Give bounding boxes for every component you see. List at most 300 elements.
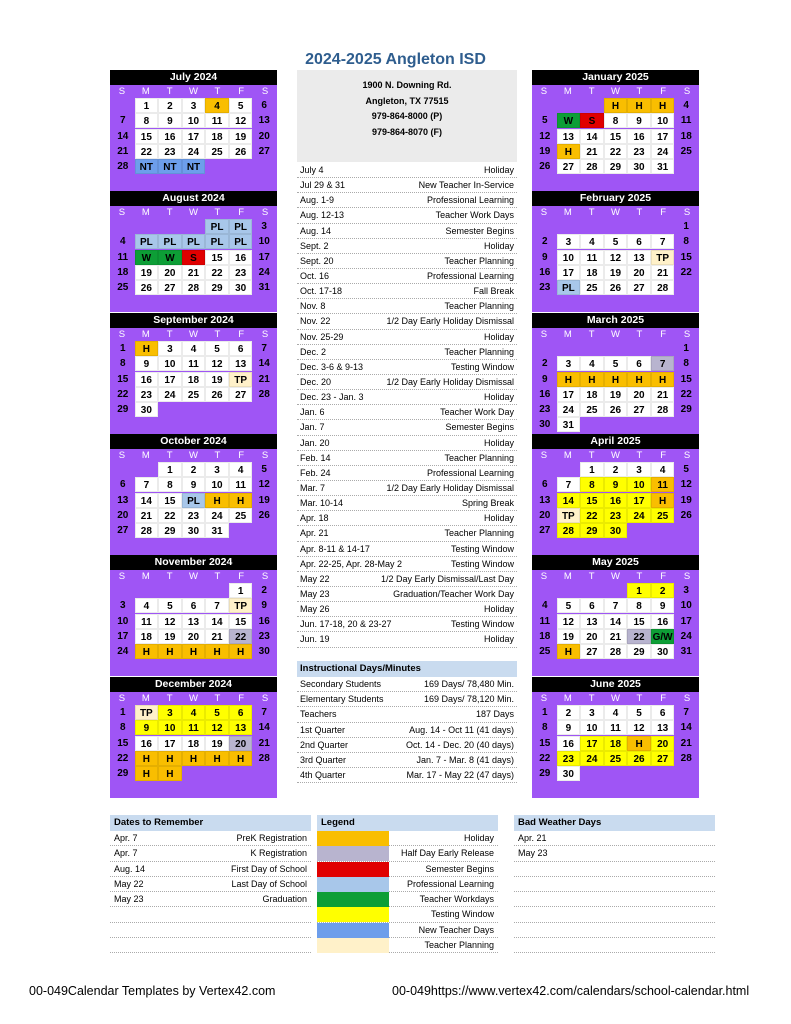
day-cell: 28 bbox=[135, 523, 159, 538]
day-cell: 27 bbox=[557, 159, 581, 174]
week-row bbox=[110, 720, 277, 735]
date-label: K Registration bbox=[250, 848, 307, 859]
day-cell: 20 bbox=[117, 509, 129, 521]
event-date: Nov. 22 bbox=[300, 316, 331, 327]
weekday-label: M bbox=[141, 450, 150, 461]
event-date: Dec. 2 bbox=[300, 346, 327, 357]
day-cell: 4 bbox=[651, 462, 675, 477]
event-date: Sept. 2 bbox=[300, 240, 329, 251]
day-cell: 29 bbox=[205, 280, 229, 295]
weekday-label: T bbox=[588, 693, 595, 704]
weekday-label: T bbox=[166, 693, 173, 704]
weekday-label: T bbox=[636, 693, 643, 704]
day-cell: 18 bbox=[580, 265, 604, 280]
day-cell: 18 bbox=[680, 130, 692, 142]
weekday-label: T bbox=[166, 450, 173, 461]
month-calendar bbox=[110, 191, 277, 312]
day-cell: 6 bbox=[627, 234, 651, 249]
weekday-label: S bbox=[118, 329, 126, 340]
weekday-label: W bbox=[611, 571, 620, 582]
day-cell: 26 bbox=[680, 509, 692, 521]
day-cell: 3 bbox=[158, 341, 182, 356]
day-cell: W bbox=[135, 250, 159, 265]
weekday-label: M bbox=[141, 86, 150, 97]
day-cell: 1 bbox=[229, 583, 253, 598]
day-cell: 3 bbox=[205, 462, 229, 477]
week-row bbox=[532, 583, 699, 598]
day-cell: 7 bbox=[557, 477, 581, 492]
day-cell: TP bbox=[135, 705, 159, 720]
day-cell: 25 bbox=[229, 508, 253, 523]
day-cell bbox=[557, 219, 581, 234]
day-cell: 31 bbox=[205, 523, 229, 538]
event-label: Holiday bbox=[483, 165, 514, 175]
month-title: January 2025 bbox=[532, 70, 699, 85]
date-row bbox=[110, 923, 311, 938]
day-cell: 19 bbox=[229, 129, 253, 144]
day-cell: 21 bbox=[580, 144, 604, 159]
day-cell: 17 bbox=[557, 265, 581, 280]
day-cell bbox=[627, 341, 651, 356]
day-cell: TP bbox=[229, 372, 253, 387]
event-date: Jan. 7 bbox=[300, 422, 325, 433]
day-cell: 19 bbox=[258, 494, 270, 506]
day-cell: 25 bbox=[580, 280, 604, 295]
weekday-label: S bbox=[540, 207, 548, 218]
event-label: Testing Window bbox=[450, 543, 514, 554]
legend-swatch bbox=[317, 923, 389, 938]
event-label: Semester Begins bbox=[445, 225, 514, 236]
day-cell bbox=[604, 341, 628, 356]
weekday-label: T bbox=[636, 571, 643, 582]
day-cell: 15 bbox=[117, 373, 129, 385]
weekday-label: T bbox=[166, 571, 173, 582]
day-cell: 20 bbox=[627, 387, 651, 402]
week-row bbox=[110, 705, 277, 720]
day-cell bbox=[651, 219, 675, 234]
weekday-header bbox=[532, 206, 699, 219]
weekday-label: S bbox=[261, 571, 269, 582]
event-row bbox=[297, 360, 517, 375]
day-cell bbox=[182, 583, 206, 598]
day-cell: 16 bbox=[539, 388, 551, 400]
week-row bbox=[110, 280, 277, 295]
date-row bbox=[110, 862, 311, 877]
day-cell: 13 bbox=[229, 356, 253, 371]
day-cell: 16 bbox=[158, 129, 182, 144]
event-date: Nov. 25-29 bbox=[300, 331, 344, 342]
day-cell: 23 bbox=[539, 404, 551, 416]
day-cell bbox=[674, 417, 698, 432]
day-cell: 17 bbox=[158, 736, 182, 751]
event-row bbox=[297, 557, 517, 572]
day-cell bbox=[627, 523, 651, 538]
day-cell: 29 bbox=[604, 159, 628, 174]
day-cell bbox=[651, 523, 675, 538]
week-row bbox=[110, 751, 277, 766]
week-row bbox=[532, 508, 699, 523]
week-row bbox=[532, 766, 699, 781]
instructional-value: 169 Days/ 78,480 Min. bbox=[423, 679, 514, 689]
day-cell: 3 bbox=[158, 705, 182, 720]
event-label: Holiday bbox=[483, 604, 514, 615]
event-row bbox=[297, 587, 517, 602]
day-cell: 11 bbox=[182, 720, 206, 735]
weekday-label: W bbox=[611, 693, 620, 704]
day-cell: 14 bbox=[680, 722, 692, 734]
weekday-label: M bbox=[563, 571, 572, 582]
weekday-header bbox=[110, 85, 277, 98]
day-cell: TP bbox=[651, 250, 675, 265]
weekday-label: M bbox=[563, 693, 572, 704]
day-cell: 5 bbox=[205, 705, 229, 720]
dates-to-remember bbox=[110, 815, 311, 953]
day-cell: 28 bbox=[680, 752, 692, 764]
week-row bbox=[110, 629, 277, 644]
day-cell: 26 bbox=[205, 387, 229, 402]
legend-label: Testing Window bbox=[430, 909, 494, 920]
event-row bbox=[297, 269, 517, 284]
day-cell: 4 bbox=[135, 598, 159, 613]
week-row bbox=[532, 219, 699, 234]
event-date: Jan. 6 bbox=[300, 407, 325, 418]
day-cell bbox=[557, 98, 581, 113]
weekday-label: T bbox=[214, 571, 221, 582]
day-cell: 22 bbox=[117, 388, 129, 400]
event-row bbox=[297, 390, 517, 405]
day-cell bbox=[252, 523, 276, 538]
day-cell: 10 bbox=[627, 477, 651, 492]
day-cell: 30 bbox=[651, 644, 675, 659]
day-cell: 19 bbox=[135, 265, 159, 280]
weekday-label: W bbox=[611, 329, 620, 340]
week-row bbox=[110, 144, 277, 159]
date-label: PreK Registration bbox=[236, 833, 307, 843]
event-row bbox=[297, 526, 517, 541]
day-cell: 19 bbox=[604, 265, 628, 280]
day-cell: 5 bbox=[627, 705, 651, 720]
day-cell: 12 bbox=[158, 614, 182, 629]
month-title: November 2024 bbox=[110, 555, 277, 570]
day-cell: 26 bbox=[604, 280, 628, 295]
day-cell: 21 bbox=[135, 508, 159, 523]
event-label: Holiday bbox=[483, 437, 514, 448]
day-cell: H bbox=[158, 751, 182, 766]
day-cell: 1 bbox=[580, 462, 604, 477]
day-cell bbox=[135, 462, 159, 477]
day-cell: 7 bbox=[205, 598, 229, 613]
day-cell: 22 bbox=[135, 144, 159, 159]
weekday-label: S bbox=[261, 693, 269, 704]
weekday-label: M bbox=[141, 571, 150, 582]
weekday-label: F bbox=[660, 693, 667, 704]
day-cell: 17 bbox=[182, 129, 206, 144]
day-cell: H bbox=[557, 372, 581, 387]
event-row bbox=[297, 284, 517, 299]
event-label: Teacher Work Days bbox=[435, 210, 514, 221]
day-cell: 15 bbox=[117, 737, 129, 749]
footer-right[interactable]: 00-049https://www.vertex42.com/calendars/school-calendar.html bbox=[392, 984, 750, 998]
day-cell: H bbox=[182, 644, 206, 659]
bad-weather-row bbox=[514, 846, 715, 861]
day-cell: 7 bbox=[683, 707, 689, 718]
month-calendar bbox=[110, 434, 277, 555]
month-calendar bbox=[532, 70, 699, 191]
day-cell: 26 bbox=[135, 280, 159, 295]
week-row bbox=[532, 356, 699, 371]
date-row bbox=[110, 892, 311, 907]
event-row bbox=[297, 436, 517, 451]
day-cell: 12 bbox=[604, 250, 628, 265]
day-cell: 17 bbox=[651, 129, 675, 144]
event-row bbox=[297, 330, 517, 345]
weekday-label: W bbox=[189, 450, 198, 461]
event-label: Teacher Planning bbox=[444, 528, 514, 539]
weekday-label: T bbox=[166, 86, 173, 97]
week-row bbox=[532, 751, 699, 766]
day-cell bbox=[533, 98, 557, 113]
event-label: Holiday bbox=[483, 513, 514, 524]
week-row bbox=[110, 477, 277, 492]
event-row bbox=[297, 239, 517, 254]
date-date: Aug. 14 bbox=[114, 863, 146, 874]
event-date: May 23 bbox=[300, 588, 330, 599]
day-cell: PL bbox=[182, 493, 206, 508]
event-date: Nov. 8 bbox=[300, 301, 326, 312]
date-date: May 22 bbox=[114, 878, 144, 889]
day-cell: 23 bbox=[557, 751, 581, 766]
day-cell bbox=[580, 417, 604, 432]
day-cell: 29 bbox=[117, 404, 129, 416]
day-cell: H bbox=[627, 736, 651, 751]
day-cell: 26 bbox=[627, 751, 651, 766]
day-cell: 28 bbox=[580, 159, 604, 174]
weekday-label: F bbox=[660, 207, 667, 218]
day-cell: 16 bbox=[539, 266, 551, 278]
day-cell: NT bbox=[135, 159, 159, 174]
weekday-label: T bbox=[214, 329, 221, 340]
day-cell: 24 bbox=[680, 630, 692, 642]
event-date: Oct. 16 bbox=[300, 270, 330, 281]
day-cell bbox=[604, 583, 628, 598]
day-cell: H bbox=[651, 493, 675, 508]
day-cell: 10 bbox=[680, 600, 692, 612]
day-cell: 31 bbox=[651, 159, 675, 174]
month-calendar bbox=[532, 313, 699, 449]
date-row bbox=[110, 907, 311, 922]
event-date: Dec. 23 - Jan. 3 bbox=[300, 392, 364, 403]
phone: 979-864-8000 (P) bbox=[371, 111, 443, 121]
event-label: Graduation/Teacher Work Day bbox=[393, 588, 514, 599]
day-cell: 19 bbox=[680, 494, 692, 506]
day-cell: 14 bbox=[580, 129, 604, 144]
event-label: Testing Window bbox=[450, 361, 514, 372]
legend-swatch bbox=[317, 862, 389, 877]
weekday-label: S bbox=[683, 207, 691, 218]
event-date: Feb. 24 bbox=[300, 467, 331, 478]
instructional-value: Jan. 7 - Mar. 8 (41 days) bbox=[416, 754, 514, 765]
day-cell bbox=[111, 219, 135, 234]
day-cell: 20 bbox=[580, 629, 604, 644]
day-cell: 9 bbox=[651, 598, 675, 613]
day-cell: 26 bbox=[539, 161, 551, 173]
day-cell: 14 bbox=[604, 614, 628, 629]
week-row bbox=[110, 113, 277, 128]
weekday-label: M bbox=[563, 207, 572, 218]
day-cell bbox=[158, 219, 182, 234]
weekday-label: S bbox=[261, 450, 269, 461]
weekday-header bbox=[110, 328, 277, 341]
bad-weather-row bbox=[514, 877, 715, 892]
day-cell bbox=[580, 583, 604, 598]
weekday-header bbox=[110, 570, 277, 583]
week-row bbox=[532, 159, 699, 174]
day-cell: H bbox=[135, 644, 159, 659]
footer-left: 00-049Calendar Templates by Vertex42.com bbox=[29, 984, 276, 998]
day-cell bbox=[580, 219, 604, 234]
week-row bbox=[110, 219, 277, 234]
instructional-label: Teachers bbox=[300, 709, 337, 720]
week-row bbox=[532, 250, 699, 265]
date-row bbox=[110, 831, 311, 846]
event-label: Holiday bbox=[483, 634, 514, 645]
day-cell: 6 bbox=[627, 356, 651, 371]
date-row bbox=[110, 938, 311, 953]
date-row bbox=[110, 877, 311, 892]
day-cell bbox=[557, 341, 581, 356]
day-cell: 14 bbox=[258, 358, 270, 370]
week-row bbox=[532, 234, 699, 249]
day-cell: 23 bbox=[627, 144, 651, 159]
day-cell: 27 bbox=[627, 402, 651, 417]
day-cell: 17 bbox=[117, 630, 129, 642]
day-cell: 22 bbox=[604, 144, 628, 159]
day-cell: 4 bbox=[229, 462, 253, 477]
legend-item bbox=[317, 892, 498, 907]
month-calendar bbox=[110, 677, 277, 798]
day-cell: 28 bbox=[258, 752, 270, 764]
day-cell: 14 bbox=[117, 130, 129, 142]
day-cell: 17 bbox=[580, 736, 604, 751]
week-row bbox=[110, 129, 277, 144]
day-cell: 28 bbox=[604, 644, 628, 659]
day-cell: 8 bbox=[683, 236, 689, 248]
day-cell: 13 bbox=[117, 494, 129, 506]
event-row bbox=[297, 314, 517, 329]
day-cell: 13 bbox=[229, 720, 253, 735]
event-row bbox=[297, 208, 517, 223]
day-cell: 12 bbox=[205, 720, 229, 735]
day-cell bbox=[111, 583, 135, 598]
day-cell: H bbox=[158, 766, 182, 781]
day-cell: 5 bbox=[604, 234, 628, 249]
day-cell: 7 bbox=[120, 115, 126, 127]
weekday-label: F bbox=[238, 86, 245, 97]
event-label: Holiday bbox=[483, 392, 514, 403]
day-cell: 22 bbox=[539, 752, 551, 764]
day-cell: 15 bbox=[135, 129, 159, 144]
day-cell: 21 bbox=[651, 387, 675, 402]
day-cell: 27 bbox=[258, 145, 270, 157]
day-cell: PL bbox=[205, 219, 229, 234]
day-cell: 16 bbox=[604, 493, 628, 508]
day-cell: 8 bbox=[158, 477, 182, 492]
day-cell: 22 bbox=[680, 388, 692, 400]
day-cell bbox=[580, 98, 604, 113]
day-cell: 11 bbox=[539, 615, 551, 627]
weekday-label: S bbox=[118, 571, 126, 582]
day-cell bbox=[651, 766, 675, 781]
instructional-row bbox=[297, 768, 517, 783]
weekday-label: S bbox=[683, 86, 691, 97]
day-cell: 17 bbox=[158, 372, 182, 387]
day-cell: 18 bbox=[182, 736, 206, 751]
month-calendar bbox=[532, 191, 699, 312]
day-cell: 27 bbox=[627, 280, 651, 295]
legend-swatch bbox=[317, 892, 389, 907]
legend-label: New Teacher Days bbox=[418, 924, 494, 935]
weekday-label: T bbox=[214, 86, 221, 97]
event-label: Spring Break bbox=[461, 498, 514, 509]
day-cell: 20 bbox=[258, 130, 270, 142]
event-row bbox=[297, 178, 517, 193]
day-cell: 7 bbox=[261, 707, 267, 718]
day-cell: 18 bbox=[182, 372, 206, 387]
day-cell: 6 bbox=[261, 100, 267, 111]
day-cell: 5 bbox=[261, 464, 267, 475]
address-line2: Angleton, TX 77515 bbox=[365, 95, 449, 106]
day-cell: 13 bbox=[557, 129, 581, 144]
day-cell: 5 bbox=[542, 115, 548, 127]
weekday-label: T bbox=[166, 329, 173, 340]
week-row bbox=[110, 523, 277, 538]
day-cell: 7 bbox=[261, 343, 267, 354]
day-cell: 27 bbox=[651, 751, 675, 766]
day-cell: 9 bbox=[627, 113, 651, 128]
day-cell: 20 bbox=[182, 629, 206, 644]
event-date: Oct. 17-18 bbox=[300, 286, 343, 297]
day-cell bbox=[604, 417, 628, 432]
event-date: Jan. 20 bbox=[300, 437, 330, 448]
date-date: May 23 bbox=[114, 894, 144, 905]
day-cell: 2 bbox=[542, 236, 548, 248]
weekday-header bbox=[532, 692, 699, 705]
day-cell: 14 bbox=[258, 722, 270, 734]
day-cell: 11 bbox=[135, 614, 159, 629]
event-label: Professional Learning bbox=[426, 270, 514, 281]
weekday-label: S bbox=[683, 693, 691, 704]
weekday-label: T bbox=[588, 207, 595, 218]
fax: 979-864-8070 (F) bbox=[371, 126, 443, 137]
day-cell: 9 bbox=[135, 720, 159, 735]
week-row bbox=[532, 98, 699, 113]
event-date: Apr. 21 bbox=[300, 528, 329, 539]
weekday-label: S bbox=[683, 329, 691, 340]
weekday-label: S bbox=[261, 329, 269, 340]
event-label: 1/2 Day Early Holiday Dismissal bbox=[386, 376, 514, 387]
day-cell: PL bbox=[229, 219, 253, 234]
day-cell bbox=[229, 523, 253, 538]
event-label: Professional Learning bbox=[426, 467, 514, 478]
day-cell: 31 bbox=[680, 646, 692, 658]
day-cell: 17 bbox=[680, 615, 692, 627]
instructional-row bbox=[297, 677, 517, 692]
day-cell: 1 bbox=[120, 343, 126, 354]
legend-item bbox=[317, 938, 498, 953]
legend-swatch bbox=[317, 877, 389, 892]
day-cell: H bbox=[651, 98, 675, 113]
day-cell: 15 bbox=[627, 614, 651, 629]
